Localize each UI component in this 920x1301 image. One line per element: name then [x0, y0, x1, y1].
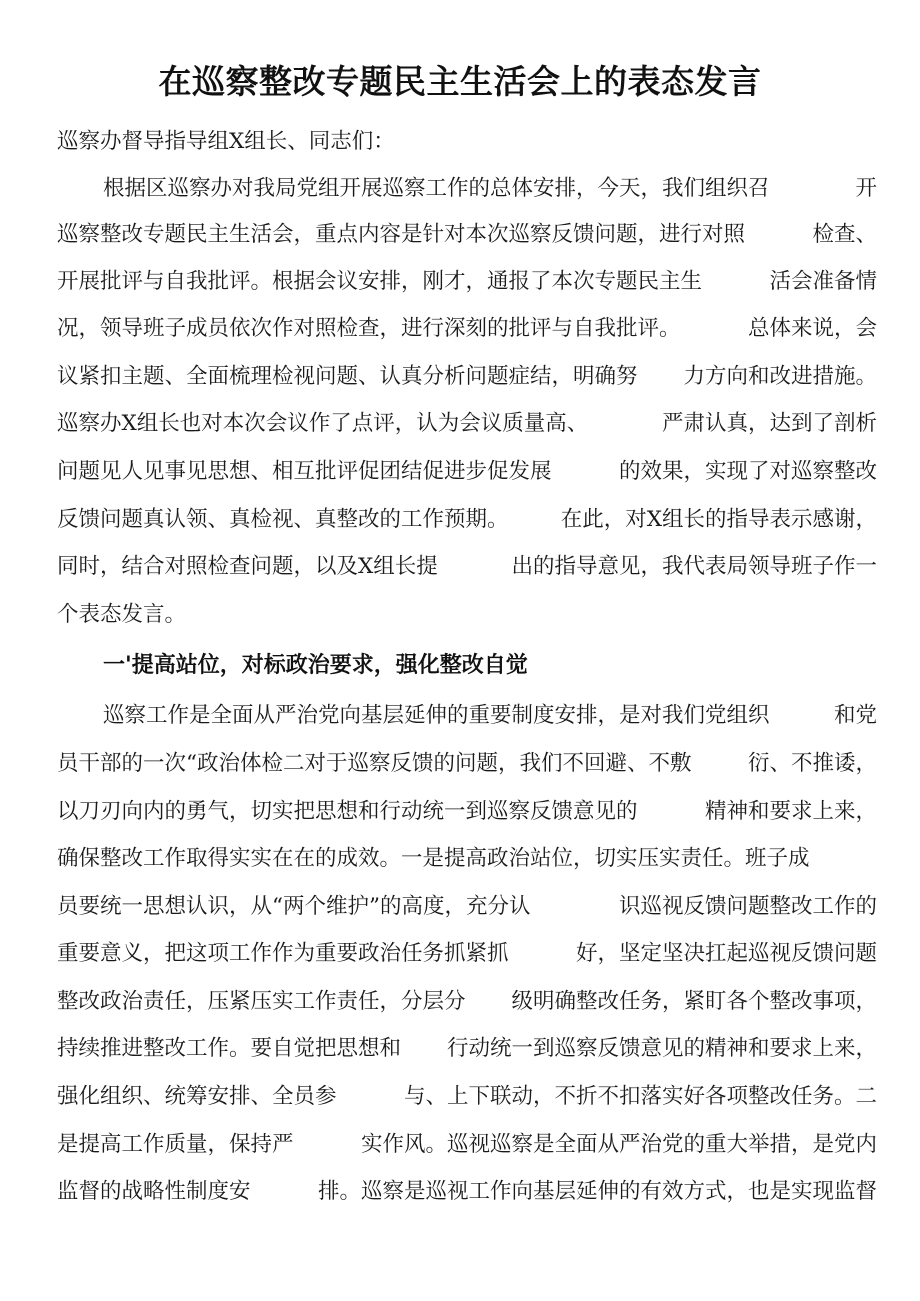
text-run: 活会准备情 — [769, 269, 877, 294]
text-run: 的效果，实现了对巡察整改 — [618, 459, 877, 484]
text-run: 和党 — [833, 703, 877, 728]
paragraph-line — [57, 1081, 877, 1113]
section-heading: 一'提高站位，对标政治要求，强化整改自觉 — [103, 653, 528, 678]
text-run: 开展批评与自我批评。根据会议安排，刚才，通报了本次专题民主生 — [57, 269, 703, 294]
text-run: 重要意义，把这项工作作为重要政治任务抓紧抓 — [57, 941, 509, 966]
salutation: 巡察办督导指导组X组长、同志们： — [57, 129, 395, 154]
text-run: 排。巡察是巡视工作向基层延伸的有效方式，也是实现监督 — [317, 1179, 877, 1204]
paragraph-line — [57, 796, 877, 828]
text-run: 精神和要求上来， — [704, 799, 877, 824]
text-run: 出的指导意见，我代表局领导班子作一 — [511, 554, 877, 579]
text-run: 衍、不推诿， — [747, 751, 877, 776]
text-run: 级明确整改任务，紧盯各个整改事项， — [511, 989, 877, 1014]
paragraph-line — [57, 938, 877, 970]
paragraph-line — [57, 313, 877, 345]
paragraph-line — [103, 700, 877, 732]
paragraph-line — [57, 1176, 877, 1208]
text-run: 总体来说，会 — [747, 316, 877, 341]
text-run: 行动统一到巡察反馈意见的精神和要求上来， — [446, 1036, 877, 1061]
text-run: 与、上下联动，不折不扣落实好各项整改任务。二 — [403, 1084, 877, 1109]
paragraph-line — [57, 1033, 877, 1065]
text-run: 力方向和改进措施。 — [683, 364, 877, 389]
text-run: 检查、 — [812, 222, 877, 247]
text-run: 巡察工作是全面从严治党向基层延伸的重要制度安排，是对我们党组织 — [103, 703, 770, 728]
paragraph-line — [57, 504, 877, 536]
paragraph-line — [57, 748, 877, 780]
paragraph-line — [57, 843, 877, 875]
paragraph-line — [57, 266, 877, 298]
text-run: 以刀刃向内的勇气，切实把思想和行动统一到巡察反馈意见的 — [57, 799, 638, 824]
text-run: 况，领导班子成员依次作对照检查，进行深刻的批评与自我批评。 — [57, 316, 681, 341]
paragraph-line — [57, 986, 877, 1018]
text-run: 同时，结合对照检查问题，以及X组长提 — [57, 554, 438, 579]
text-run: 议紧扣主题、全面梳理检视问题、认真分析问题症结，明确努 — [57, 364, 638, 389]
text-run: 开 — [855, 176, 877, 201]
document-title: 在巡察整改专题民主生活会上的表态发言 — [158, 62, 762, 101]
paragraph-line — [57, 891, 877, 923]
text-run: 员干部的一次“政治体检二对于巡察反馈的问题，我们不回避、不敷 — [57, 751, 692, 776]
text-run: 是提高工作质量，保持严 — [57, 1132, 294, 1157]
text-run: 问题见人见事见思想、相互批评促团结促进步促发展 — [57, 459, 552, 484]
text-run: 根据区巡察办对我局党组开展巡察工作的总体安排，今天，我们组织召 — [103, 176, 770, 201]
text-run: 巡察办X组长也对本次会议作了点评，认为会议质量高、 — [57, 411, 589, 436]
text-run: 严肃认真，达到了剖析 — [661, 411, 877, 436]
paragraph-line — [57, 219, 877, 251]
paragraph-line — [57, 551, 877, 583]
text-run: 强化组织、统筹安排、全员参 — [57, 1084, 337, 1109]
text-run: 持续推进整改工作。要自觉把思想和 — [57, 1036, 402, 1061]
text-run: 员要统一思想认识，从“两个维护”的高度，充分认 — [57, 894, 531, 919]
text-run: 识巡视反馈问题整改工作的 — [618, 894, 877, 919]
text-run: 监督的战略性制度安 — [57, 1179, 251, 1204]
text-run: 整改政治责任，压紧压实工作责任，分层分 — [57, 989, 466, 1014]
text-run: 反馈问题真认领、真检视、真整改的工作预期。 — [57, 507, 509, 532]
paragraph-line — [57, 361, 877, 393]
text-run: 好，坚定坚决扛起巡视反馈问题 — [575, 941, 877, 966]
text-run: 实作风。巡视巡察是全面从严治党的重大举措，是党内 — [360, 1132, 877, 1157]
text-run: 巡察整改专题民主生活会，重点内容是针对本次巡察反馈问题，进行对照 — [57, 222, 746, 247]
paragraph-line: 个表态发言。 — [57, 602, 187, 627]
paragraph-line — [57, 1129, 877, 1161]
paragraph-line — [57, 408, 877, 440]
text-run: 在此，对X组长的指导表示感谢， — [560, 507, 877, 532]
text-run: 确保整改工作取得实实在在的成效。一是提高政治站位，切实压实责任。班子成 — [57, 846, 810, 871]
paragraph-line — [103, 173, 877, 205]
paragraph-line — [57, 456, 877, 488]
